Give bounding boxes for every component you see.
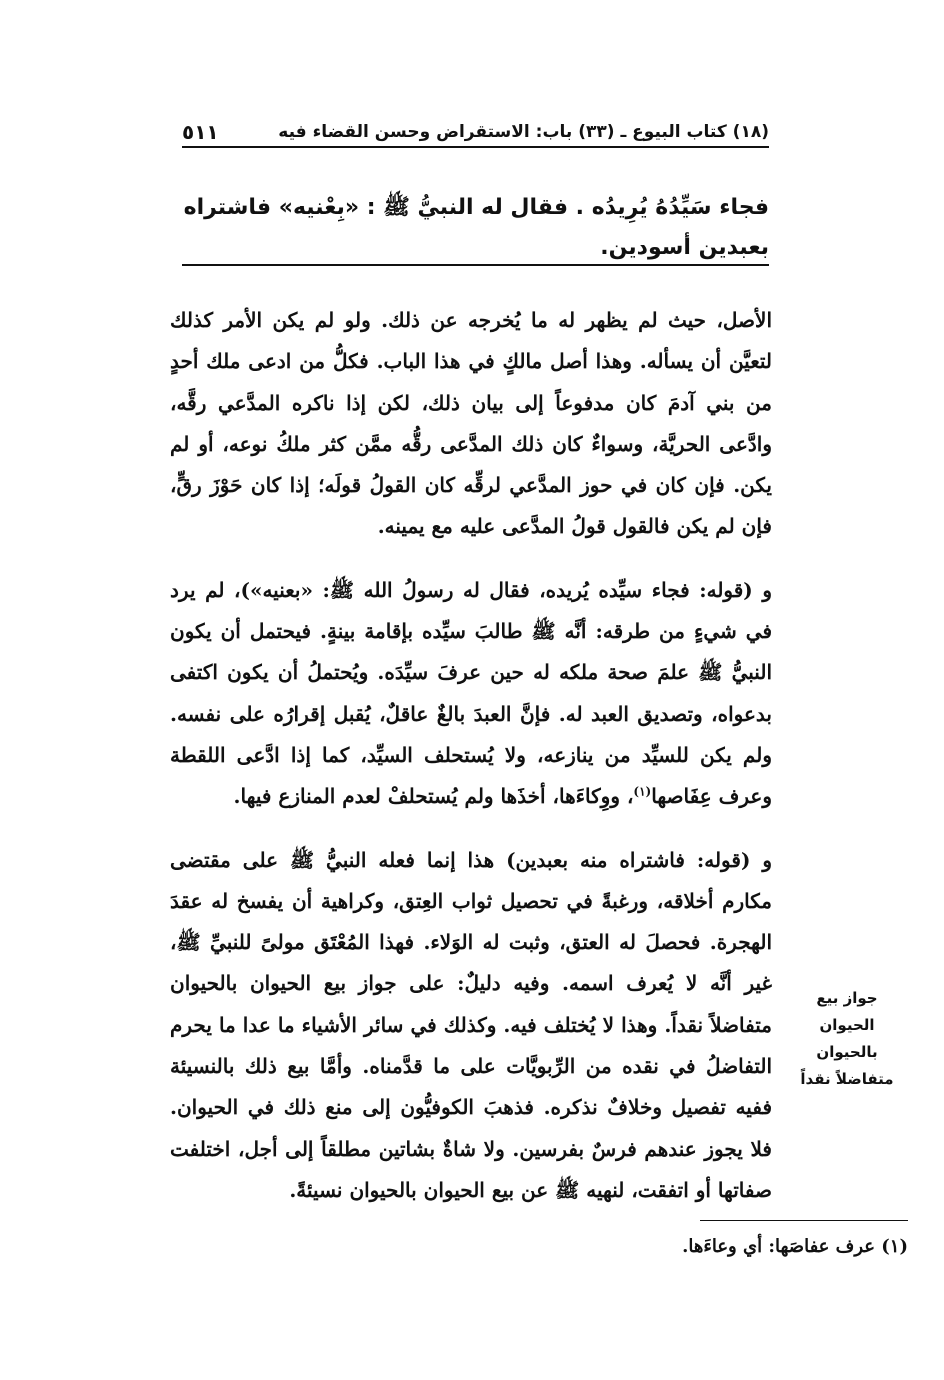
footnote-reference: (١) [633, 784, 652, 799]
hadith-text: فجاء سَيِّدُهُ يُرِيدُه . فقال له النبيُّ ﷺ : «بِعْنيه» فاشتراه بعبدين أسودين. [183, 195, 769, 260]
paragraph [170, 570, 772, 818]
footnote: (١) عرف عفاصَها: أي وعاءَها. [682, 1236, 908, 1257]
separator-line [182, 264, 769, 266]
running-header [182, 112, 769, 148]
paragraph: الأصل، حيث لم يظهر له ما يُخرجه عن ذلك. ولو لم يكن الأمر كذلك لتعيَّن أن يسأله. وهذا أصل مالكٍ في هذا الباب. فكلُّ من ادعى ملك أحدٍ من بني آدمَ كان مدفوعاً إلى بيان ذلك، لكن إذا ناكره المدَّعي رقَّه، وادَّعى الحريَّة، وسواءٌ كان ذلك المدَّعى رقُّه ممَّن كثر ملكُ نوعه، أو لم يكن. فإن كان في حوز المدَّعي لرقِّه كان القولُ قولَه؛ إذا كان حَوْزَ رقٍّ، فإن لم يكن فالقول قولُ المدَّعى عليه مع يمينه. [170, 308, 772, 539]
paragraph-text: و (قوله: فجاء سيِّده يُريده، فقال له رسولُ الله ﷺ: «بعنيه»)، لم يرد في شيءٍ من طرقه: أنَّه ﷺ طالبَ سيِّده بإقامة بينةٍ. فيحتمل أن يكون النبيُّ ﷺ علمَ صحة ملكه له حين عرفَ سيِّدَه. ويُحتملُ أن يكون اكتفى بدعواه، وتصديق العبد له. فإنَّ العبدَ بالغٌ عاقلٌ، يُقبل إقرارُه على نفسه. ولم يكن للسيِّد من ينازعه، ولا يُستحلف السيِّد، كما إذا ادَّعى اللقطة وعرف عِفَاصها [170, 577, 772, 809]
paragraph: و (قوله: فاشتراه منه بعبدين) هذا إنما فعله النبيُّ ﷺ على مقتضى مكارم أخلاقه، ورغبةً في تحصيل ثواب العِتق، وكراهية أن يفسخ له عقدَ الهجرة. فحصلَ له العتق، وثبت له الوَلاء. فهذا المُعْتَق مولىً للنبيِّ ﷺ، غير أنَّه لا يُعرف اسمه. وفيه دليلٌ: على جواز بيع الحيوان بالحيوان متفاضلاً نقداً. وهذا لا يُختلف فيه. وكذلك في سائر الأشياء ما عدا ما يحرم التفاضلُ في نقده من الرِّبويَّات على ما قدَّمناه. وأمَّا بيع ذلك بالنسيئة ففيه تفصيل وخلافٌ نذكره. فذهبَ الكوفيُّون إلى منع ذلك في الحيوان. فلا يجوز عندهم فرسٌ بفرسين. ولا شاةٌ بشاتين مطلقاً إلى أجل، اختلفت صفاتها أو اتفقت، لنهيه ﷺ عن بيع الحيوان بالحيوان نسيئةً. [170, 847, 773, 1202]
chapter-title: (١٨) كتاب البيوع ـ (٣٣) باب: الاستقراض وحسن القضاء فيه [278, 122, 769, 142]
paragraph-text: ، ووِكاءَها، أخذَها ولم يُستحلفْ لعدم المنازع فيها. [233, 784, 634, 809]
footnote-separator [700, 1220, 908, 1221]
margin-note: جواز بيع الحيوان بالحيوان متفاضلاً نقداً [800, 989, 894, 1088]
commentary [170, 300, 772, 1211]
page-number: ٥١١ [182, 120, 219, 144]
